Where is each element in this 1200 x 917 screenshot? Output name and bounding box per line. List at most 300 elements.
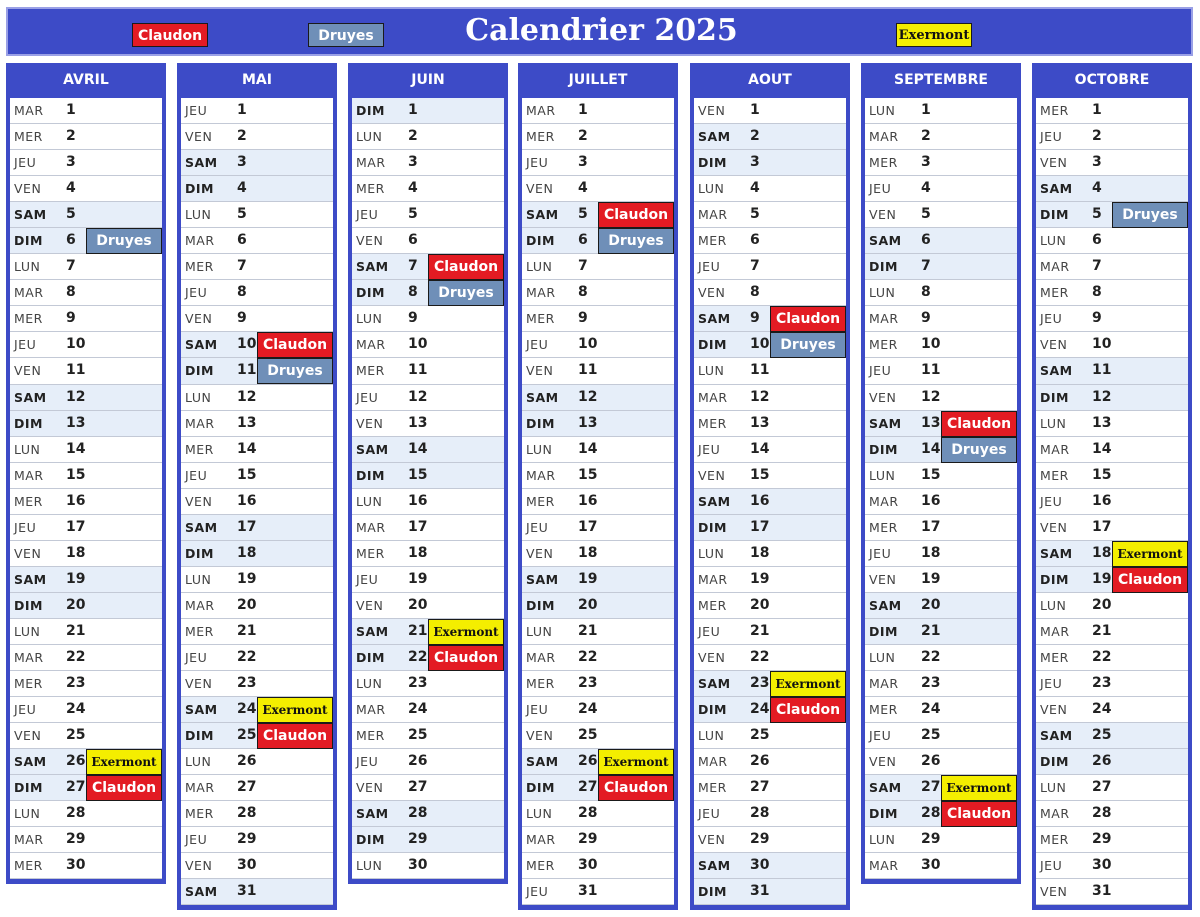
day-number: 7 [750,258,760,275]
day-number: 13 [921,414,941,431]
weekday-label: MER [698,233,727,249]
weekday-label: DIM [869,259,898,275]
day-number: 19 [237,570,257,587]
weekday-label: DIM [698,884,727,900]
day-row [1036,463,1188,489]
day-row [10,463,162,489]
weekday-label: MAR [869,493,899,509]
day-row [1036,358,1188,384]
weekday-label: MER [356,545,385,561]
event-badge-claudon: Claudon [598,202,674,228]
day-row [1036,879,1188,905]
day-row [1036,775,1188,801]
day-row [1036,176,1188,202]
day-row [352,411,504,437]
day-row [522,385,674,411]
day-number: 10 [66,336,86,353]
day-row [865,853,1017,879]
day-list [352,98,504,879]
day-number: 3 [1092,154,1102,171]
weekday-label: LUN [869,832,896,848]
day-number: 11 [408,362,428,379]
day-number: 25 [408,727,428,744]
day-row [694,98,846,124]
weekday-label: MER [526,676,555,692]
weekday-label: JEU [14,155,37,171]
month-column-avril [6,63,166,884]
weekday-label: SAM [356,259,389,275]
day-row [1036,332,1188,358]
event-badge-claudon: Claudon [941,801,1017,827]
weekday-label: MAR [869,858,899,874]
day-list [522,98,674,905]
day-number: 24 [408,701,428,718]
day-number: 12 [578,388,598,405]
day-row [694,150,846,176]
weekday-label: MAR [356,155,386,171]
day-row [10,541,162,567]
day-row [865,775,1017,801]
day-number: 5 [237,206,247,223]
weekday-label: VEN [1040,155,1068,171]
day-number: 15 [1092,466,1112,483]
day-number: 23 [921,675,941,692]
day-number: 28 [1092,805,1112,822]
weekday-label: VEN [356,780,384,796]
weekday-label: SAM [698,676,731,692]
day-number: 30 [750,857,770,874]
day-row [522,176,674,202]
weekday-label: JEU [185,832,208,848]
weekday-label: MER [14,311,43,327]
day-row [10,228,162,254]
weekday-label: DIM [698,702,727,718]
day-number: 30 [578,857,598,874]
day-number: 1 [66,102,76,118]
weekday-label: SAM [356,806,389,822]
day-list [181,98,333,905]
day-number: 5 [578,206,588,223]
weekday-label: JEU [356,389,379,405]
day-row [10,358,162,384]
day-number: 10 [408,336,428,353]
day-row [10,515,162,541]
day-number: 6 [1092,232,1102,249]
weekday-label: MER [1040,467,1069,483]
day-number: 28 [750,805,770,822]
day-row [1036,489,1188,515]
day-row [352,332,504,358]
event-badge-exermont: Exermont [598,749,674,775]
day-row [352,150,504,176]
day-row [1036,385,1188,411]
day-row [1036,515,1188,541]
day-row [181,98,333,124]
day-row [522,280,674,306]
weekday-label: MER [185,806,214,822]
day-number: 30 [1092,857,1112,874]
month-column-octobre [1032,63,1192,910]
day-number: 24 [1092,701,1112,718]
day-row [1036,150,1188,176]
weekday-label: JEU [185,103,208,118]
day-row [1036,411,1188,437]
day-number: 2 [1092,128,1102,145]
day-row [694,671,846,697]
day-row [1036,827,1188,853]
weekday-label: LUN [869,649,896,665]
day-number: 30 [66,857,86,874]
weekday-label: MAR [14,832,44,848]
day-number: 4 [750,180,760,197]
month-title: MAI [242,72,272,88]
weekday-label: LUN [698,545,725,561]
weekday-label: SAM [14,207,47,223]
day-number: 9 [1092,310,1102,327]
weekday-label: MAR [14,467,44,483]
day-row [181,463,333,489]
weekday-label: SAM [185,702,218,718]
day-row [10,593,162,619]
day-row [522,437,674,463]
month-column-aout [690,63,850,910]
weekday-label: VEN [526,545,554,561]
day-row [1036,254,1188,280]
weekday-label: JEU [698,806,721,822]
weekday-label: VEN [698,103,726,118]
day-number: 27 [66,779,86,796]
day-number: 14 [578,440,598,457]
weekday-label: MER [869,702,898,718]
weekday-label: MAR [356,702,386,718]
weekday-label: VEN [869,389,897,405]
day-number: 8 [750,284,760,301]
day-number: 22 [750,648,770,665]
weekday-label: LUN [1040,597,1067,613]
weekday-label: JEU [356,754,379,770]
day-list [865,98,1017,879]
day-row [694,567,846,593]
weekday-label: SAM [1040,545,1073,561]
day-number: 2 [750,128,760,145]
day-row [181,228,333,254]
weekday-label: JEU [356,207,379,223]
day-number: 22 [237,648,257,665]
day-row [352,254,504,280]
day-number: 7 [66,258,76,275]
day-number: 14 [66,440,86,457]
day-number: 19 [750,570,770,587]
weekday-label: DIM [185,181,214,197]
day-number: 6 [408,232,418,249]
day-number: 23 [750,675,770,692]
month-column-septembre [861,63,1021,884]
day-number: 8 [921,284,931,301]
weekday-label: VEN [1040,337,1068,353]
weekday-label: DIM [526,780,555,796]
day-row [865,358,1017,384]
weekday-label: VEN [698,832,726,848]
day-number: 28 [578,805,598,822]
day-number: 28 [408,805,428,822]
day-row [10,280,162,306]
day-row [181,645,333,671]
day-row [694,515,846,541]
weekday-label: LUN [356,493,383,509]
day-number: 19 [1092,570,1112,587]
month-title: AOUT [748,72,792,88]
event-badge-exermont: Exermont [86,749,162,775]
day-row [865,463,1017,489]
day-row [522,463,674,489]
day-row [1036,593,1188,619]
weekday-label: LUN [356,676,383,692]
day-number: 20 [578,596,598,613]
weekday-label: MAR [1040,623,1070,639]
day-number: 20 [237,596,257,613]
day-row [865,306,1017,332]
day-number: 22 [578,648,598,665]
day-number: 1 [578,102,588,118]
day-row [352,775,504,801]
weekday-label: MAR [14,285,44,301]
weekday-label: JEU [356,571,379,587]
day-row [181,489,333,515]
weekday-label: LUN [526,441,553,457]
weekday-label: SAM [356,623,389,639]
day-number: 26 [408,753,428,770]
day-row [352,202,504,228]
weekday-label: JEU [1040,129,1063,145]
day-row [181,515,333,541]
weekday-label: DIM [869,806,898,822]
day-number: 18 [578,544,598,561]
day-row [181,879,333,905]
day-row [694,202,846,228]
day-row [10,332,162,358]
weekday-label: VEN [869,207,897,223]
day-row [10,775,162,801]
day-number: 3 [66,154,76,171]
day-row [694,332,846,358]
day-number: 23 [237,675,257,692]
day-number: 30 [921,857,941,874]
weekday-label: MER [14,493,43,509]
weekday-label: MER [185,623,214,639]
day-row [352,515,504,541]
day-row [10,385,162,411]
day-row [181,385,333,411]
day-row [522,593,674,619]
day-number: 23 [1092,675,1112,692]
day-number: 15 [578,466,598,483]
day-row [522,124,674,150]
day-number: 29 [237,831,257,848]
day-row [352,567,504,593]
day-number: 16 [66,492,86,509]
day-row [865,567,1017,593]
day-row [865,411,1017,437]
day-row [1036,723,1188,749]
day-row [352,593,504,619]
day-row [181,827,333,853]
day-number: 31 [1092,883,1112,900]
weekday-label: DIM [356,285,385,301]
day-row [522,879,674,905]
calendar-header [6,7,1193,56]
day-row [10,671,162,697]
weekday-label: MAR [356,519,386,535]
month-title: OCTOBRE [1074,72,1150,88]
day-number: 8 [66,284,76,301]
day-row [1036,306,1188,332]
day-row [694,775,846,801]
day-number: 11 [237,362,257,379]
day-number: 13 [237,414,257,431]
day-row [181,150,333,176]
weekday-label: JEU [526,337,549,353]
day-number: 1 [921,102,931,118]
day-row [694,697,846,723]
weekday-label: JEU [869,545,892,561]
day-row [694,541,846,567]
day-number: 19 [66,570,86,587]
weekday-label: MER [526,311,555,327]
weekday-label: MAR [698,389,728,405]
weekday-label: DIM [698,155,727,171]
weekday-label: VEN [185,493,213,509]
day-number: 20 [1092,596,1112,613]
day-number: 29 [1092,831,1112,848]
day-row [865,645,1017,671]
day-number: 10 [750,336,770,353]
day-number: 17 [921,518,941,535]
weekday-label: LUN [185,754,212,770]
event-badge-claudon: Claudon [257,723,333,749]
day-number: 22 [408,648,428,665]
day-row [181,697,333,723]
weekday-label: JEU [698,259,721,275]
day-number: 16 [1092,492,1112,509]
day-number: 10 [578,336,598,353]
event-badge-claudon: Claudon [941,411,1017,437]
day-row [352,306,504,332]
weekday-label: LUN [1040,415,1067,431]
weekday-label: DIM [356,649,385,665]
weekday-label: VEN [1040,884,1068,900]
day-number: 6 [237,232,247,249]
event-badge-claudon: Claudon [770,306,846,332]
day-number: 10 [237,336,257,353]
day-number: 18 [921,544,941,561]
day-row [10,489,162,515]
day-number: 26 [1092,753,1112,770]
day-number: 26 [921,753,941,770]
day-number: 13 [66,414,86,431]
day-row [522,358,674,384]
day-number: 9 [237,310,247,327]
weekday-label: MER [356,181,385,197]
day-row [694,176,846,202]
day-row [181,358,333,384]
day-number: 8 [237,284,247,301]
day-row [181,437,333,463]
day-row [522,306,674,332]
day-number: 1 [750,102,760,118]
day-row [522,567,674,593]
day-number: 23 [408,675,428,692]
weekday-label: MER [698,415,727,431]
day-number: 18 [66,544,86,561]
day-row [522,541,674,567]
day-number: 29 [578,831,598,848]
weekday-label: MAR [185,233,215,249]
day-number: 15 [408,466,428,483]
day-number: 24 [66,701,86,718]
day-number: 24 [750,701,770,718]
day-row [10,645,162,671]
day-row [10,306,162,332]
day-number: 17 [66,518,86,535]
day-row [352,723,504,749]
day-row [181,567,333,593]
weekday-label: VEN [526,728,554,744]
weekday-label: MAR [356,337,386,353]
day-number: 4 [237,180,247,197]
day-row [522,723,674,749]
day-row [694,645,846,671]
day-row [352,749,504,775]
weekday-label: MER [1040,285,1069,301]
weekday-label: DIM [14,597,43,613]
day-number: 1 [1092,102,1102,118]
day-row [10,254,162,280]
day-number: 24 [237,701,257,718]
weekday-label: DIM [1040,389,1069,405]
day-row [1036,671,1188,697]
day-row [352,827,504,853]
day-row [865,827,1017,853]
day-row [694,358,846,384]
weekday-label: VEN [526,363,554,379]
day-number: 20 [921,596,941,613]
month-column-juillet [518,63,678,910]
day-number: 29 [408,831,428,848]
day-number: 11 [578,362,598,379]
weekday-label: SAM [185,884,218,900]
day-number: 15 [750,466,770,483]
weekday-label: DIM [526,233,555,249]
weekday-label: JEU [526,884,549,900]
day-number: 25 [750,727,770,744]
weekday-label: JEU [526,155,549,171]
day-row [352,280,504,306]
weekday-label: MAR [526,285,556,301]
legend-druyes: Druyes [308,23,384,47]
day-row [352,619,504,645]
weekday-label: VEN [698,649,726,665]
day-number: 3 [921,154,931,171]
day-number: 31 [578,883,598,900]
day-number: 6 [578,232,588,249]
weekday-label: VEN [14,728,42,744]
day-number: 7 [1092,258,1102,275]
day-row [694,619,846,645]
weekday-label: SAM [869,415,902,431]
weekday-label: MER [526,858,555,874]
day-row [522,98,674,124]
weekday-label: DIM [698,519,727,535]
